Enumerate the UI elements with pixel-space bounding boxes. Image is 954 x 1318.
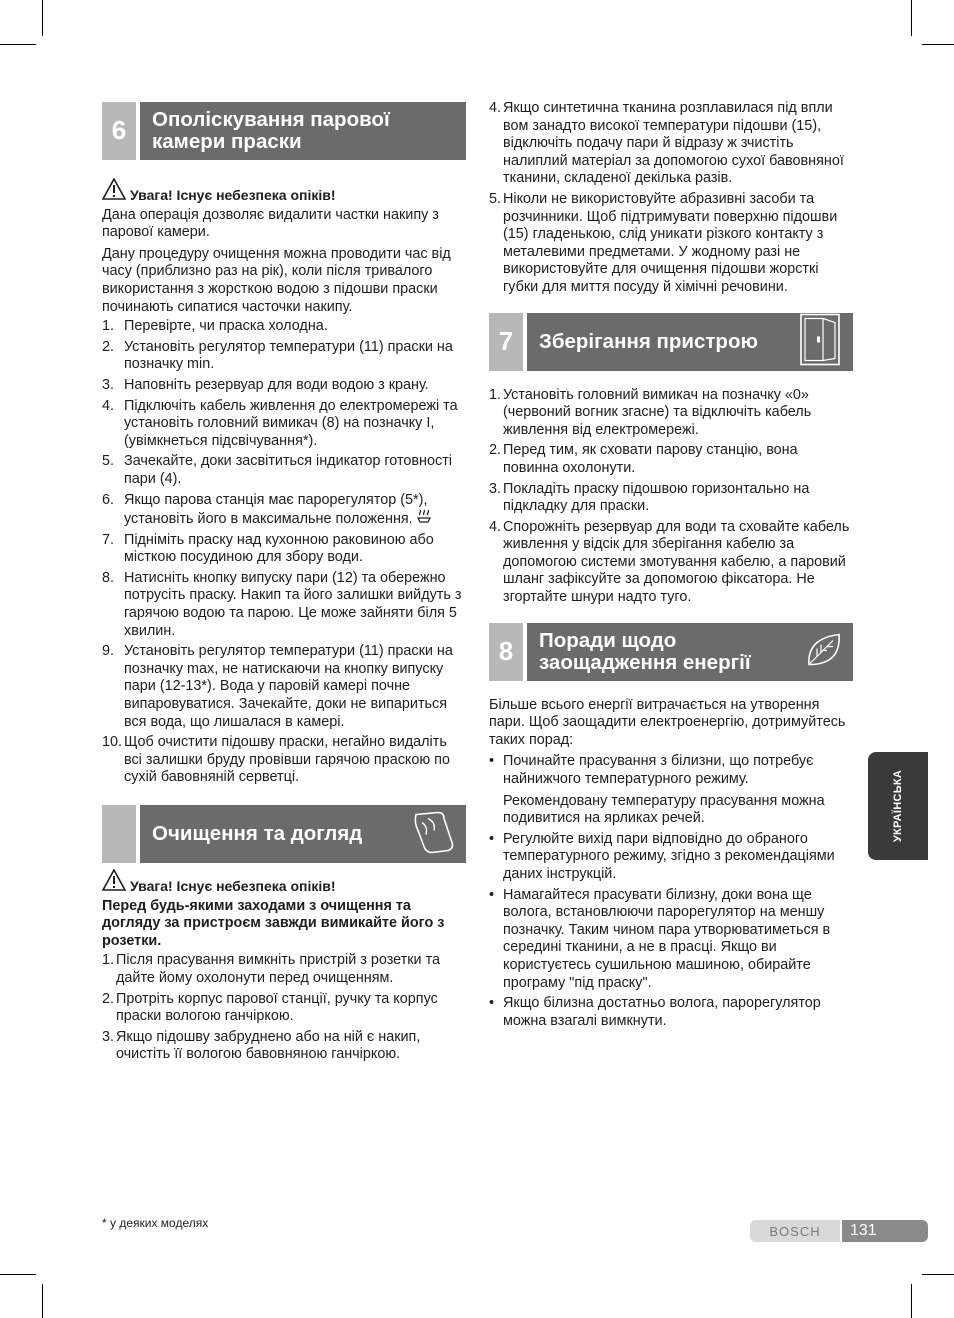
section-title: Очищення та догляд <box>140 805 466 863</box>
list-item: 4. Якщо синтетична тканина розплавилася під впли вом занадто високої температури підошви (15), відключіть подачу пари й відразу ж зчистіть налиплий матеріал за допомогою сухої бавовняної тканини, складеної декілька разів. <box>489 100 844 187</box>
list-item: • Регулюйте вихід пари відповідно до обраного температурного режиму, згідно з рекомендаціями даних інструкцій. <box>489 830 835 882</box>
section-number <box>102 805 136 863</box>
warning-triangle-icon <box>102 178 126 205</box>
list-item: 2. Протріть корпус парової станції, ручку та корпус праски вологою ганчіркою. <box>102 990 438 1025</box>
list-item: 5. Зачекайте, доки засвітиться індикатор готовності пари (4). <box>102 453 452 487</box>
steam-icon <box>417 511 431 527</box>
bullet-list <box>489 753 853 1030</box>
section-title: Зберігання пристрою <box>527 313 853 371</box>
cabinet-icon <box>797 312 845 371</box>
section-6-header <box>102 102 466 160</box>
list-item: 1. Після прасування вимкніть пристрій з розетки та дайте йому охолонути перед очищенням. <box>102 952 441 986</box>
list-item: 2. Установіть регулятор температури (11) праски на позначку min. <box>102 338 453 373</box>
footnote: * у деяких моделях <box>102 1216 209 1230</box>
crop-mark <box>42 0 43 36</box>
bold-notice: Перед будь-якими заходами з очищення та догляду за пристроєм завжди вимикайте його з розетки. <box>102 897 445 949</box>
right-column <box>489 100 853 1033</box>
steps-list <box>489 100 853 297</box>
list-item: 7. Підніміть праску над кухонною раковиною або місткою посудиною для збору води. <box>102 531 434 566</box>
list-item: • Якщо білизна достатньо волога, парорегулятор можна взагалі вимкнути. <box>489 995 821 1029</box>
page-footer <box>750 1220 928 1242</box>
crop-mark <box>0 44 36 45</box>
list-item: 9. Установіть регулятор температури (11) праски на позначку max, не натискаючи на кнопку випуску пари (12-13*). Вода у паровій камері почне випаровуватися. Зачекайте, доки не випариться вся вода, що лишалася в камері. <box>102 643 453 730</box>
steps-list <box>102 952 466 1064</box>
steps-list <box>102 318 466 787</box>
crop-mark <box>911 1284 912 1318</box>
brand-label: BOSCH <box>750 1220 840 1242</box>
list-item: 3. Покладіть праску підошвою горизонтально на підкладку для праски. <box>489 480 810 515</box>
list-item: 1. Перевірте, чи праска холодна. <box>102 318 328 335</box>
section-number: 7 <box>489 313 523 371</box>
page-number: 131 <box>842 1220 928 1242</box>
leaf-icon <box>803 628 845 675</box>
list-item: 10. Щоб очистити підошву праски, негайно видаліть всі залишки бруду провівши гарячою праскою по сухій бавовняній серветці. <box>102 734 450 786</box>
cleaning-section-header <box>102 805 466 863</box>
list-item: 3. Наповніть резервуар для води водою з крану. <box>102 376 429 393</box>
list-item: 8. Натисніть кнопку випуску пари (12) та обережно потрусіть праску. Накип та його залишки вийдуть з гарячою водою та парою. Це може зайняти біля 5 хвилин. <box>102 569 462 639</box>
paragraph: Дану процедуру очищення можна проводити час від часу (приблизно раз на рік), коли після тривалого використання з жорсткою водою з підошви праски починають сипатися часточки накипу. <box>102 245 451 315</box>
warning-text: Увага! Існує небезпека опіків! <box>130 187 336 203</box>
warning-line <box>102 178 466 205</box>
language-tab: УКРАЇНСЬКА <box>868 752 928 860</box>
crop-mark <box>0 1274 36 1275</box>
warning-text: Увага! Існує небезпека опіків! <box>130 878 336 894</box>
warning-line <box>102 869 466 896</box>
crop-mark <box>922 1274 954 1275</box>
list-item: 2. Перед тим, як сховати парову станцію, вона повинна охолонути. <box>489 442 798 476</box>
list-item: 5. Ніколи не використовуйте абразивні засоби та розчинники. Щоб підтримувати поверхню підошви (15) гладенькою, слід уникати різкого контакту з металевими предметами. У жодному разі не використовуйте для очищення підошви жорсткі губки для миття посуду й хімічні речовини. <box>489 190 838 295</box>
section-number: 6 <box>102 102 136 160</box>
steps-list <box>489 387 853 607</box>
paragraph: Дана операція дозволяє видалити частки накипу з парової камери. <box>102 206 439 241</box>
list-item: 3. Якщо підошву забруднено або на ній є накип, очистіть її вологою бавовняною ганчіркою. <box>102 1028 421 1063</box>
list-item: • Починайте прасування з білизни, що потребує найнижчого температурного режиму. Рекомендовану температуру прасування можна подивитися на ярликах речей. <box>489 753 825 827</box>
left-column <box>102 102 466 1067</box>
list-item: 4. Спорожніть резервуар для води та сховайте кабель живлення у відсік для зберігання кабелю за допомогою системи змотування кабелю, а паровий шланг зафіксуйте за допомогою фіксатора. Не згортайте шнури надто туго. <box>489 518 850 606</box>
list-item: 4. Підключіть кабель живлення до електромережі та установіть головний вимикач (8) на позначку I, (увімкнеться підсвічування*). <box>102 397 458 449</box>
section-title: Ополіскування парової камери праски <box>140 102 466 160</box>
list-item: 1. Установіть головний вимикач на позначку «0» (червоний вогник згасне) та відключіть кабель живлення від електромережі. <box>489 386 812 438</box>
hand-wipe-icon <box>408 809 458 860</box>
paragraph: Більше всього енергії витрачається на утворення пари. Щоб заощадити електроенергію, дотримуйтесь таких порад: <box>489 696 846 748</box>
section-title: Поради щодо заощадження енергії <box>527 623 853 681</box>
section-7-header <box>489 313 853 371</box>
crop-mark <box>922 44 954 45</box>
crop-mark <box>911 0 912 36</box>
list-item: • Намагайтеся прасувати білизну, доки вона ще волога, встановлюючи парорегулятор на меншу позначку. Таким чином пара утворюватиметься в середині тканини, а не в прасці. Якщо ви користуєтесь сушильною машиною, обирайте програму "під праску". <box>489 886 831 991</box>
warning-triangle-icon <box>102 869 126 896</box>
crop-mark <box>42 1284 43 1318</box>
list-item: 6. Якщо парова станція має парорегулятор (5*), установіть його в максимальне положення. <box>102 492 466 529</box>
section-8-header <box>489 623 853 681</box>
section-number: 8 <box>489 623 523 681</box>
